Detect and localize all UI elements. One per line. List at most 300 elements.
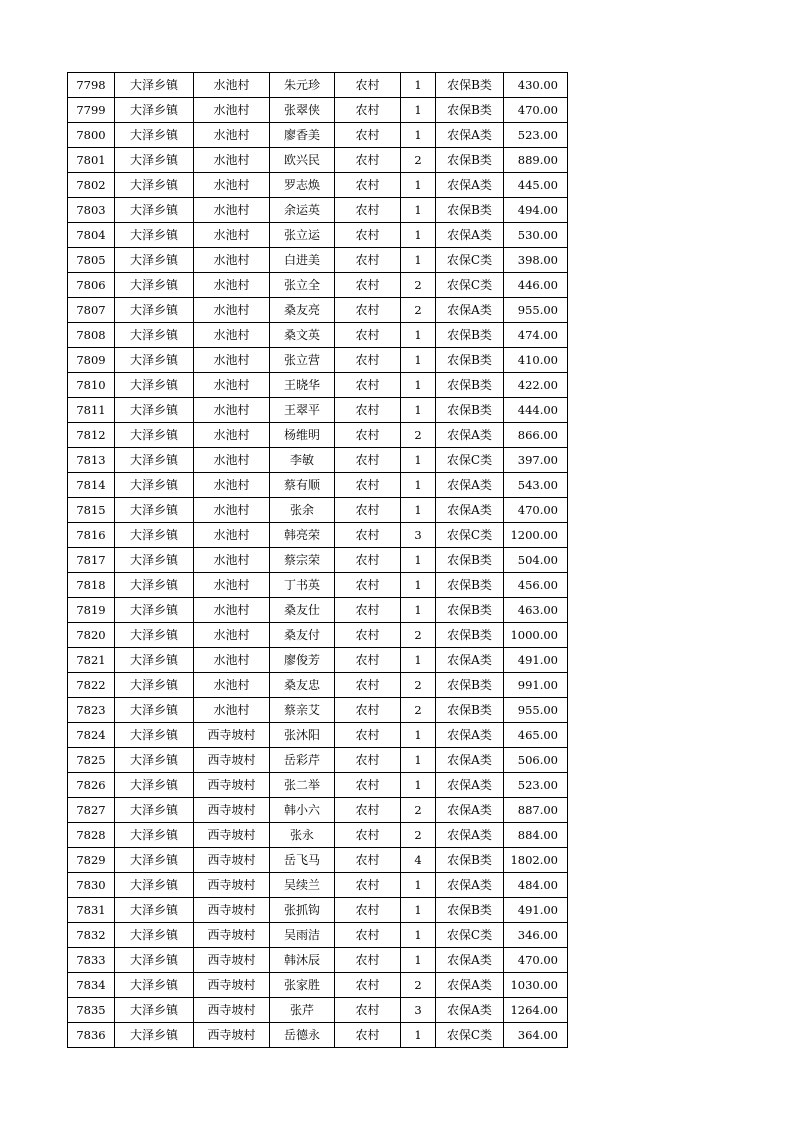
village-cell: 水池村 <box>194 498 270 523</box>
record-id-cell: 7812 <box>68 423 115 448</box>
category-cell: 农保A类 <box>436 223 504 248</box>
people-count-cell: 1 <box>401 398 436 423</box>
people-count-cell: 1 <box>401 773 436 798</box>
amount-cell: 422.00 <box>504 373 568 398</box>
name-cell: 桑友忠 <box>270 673 335 698</box>
category-cell: 农保B类 <box>436 623 504 648</box>
amount-cell: 504.00 <box>504 548 568 573</box>
people-count-cell: 1 <box>401 873 436 898</box>
table-row <box>68 498 568 523</box>
people-count-cell: 1 <box>401 73 436 98</box>
people-count-cell: 2 <box>401 423 436 448</box>
people-count-cell: 2 <box>401 698 436 723</box>
table-row <box>68 848 568 873</box>
amount-cell: 1802.00 <box>504 848 568 873</box>
people-count-cell: 1 <box>401 473 436 498</box>
amount-cell: 470.00 <box>504 948 568 973</box>
town-cell: 大泽乡镇 <box>115 723 194 748</box>
record-id-cell: 7815 <box>68 498 115 523</box>
name-cell: 桑友亮 <box>270 298 335 323</box>
town-cell: 大泽乡镇 <box>115 823 194 848</box>
category-cell: 农保C类 <box>436 448 504 473</box>
household-type-cell: 农村 <box>335 373 401 398</box>
people-count-cell: 1 <box>401 898 436 923</box>
amount-cell: 470.00 <box>504 498 568 523</box>
record-id-cell: 7824 <box>68 723 115 748</box>
town-cell: 大泽乡镇 <box>115 598 194 623</box>
table-row <box>68 1023 568 1048</box>
record-id-cell: 7833 <box>68 948 115 973</box>
table-row <box>68 748 568 773</box>
name-cell: 吴雨洁 <box>270 923 335 948</box>
category-cell: 农保A类 <box>436 423 504 448</box>
name-cell: 吴续兰 <box>270 873 335 898</box>
category-cell: 农保B类 <box>436 373 504 398</box>
village-cell: 水池村 <box>194 648 270 673</box>
town-cell: 大泽乡镇 <box>115 73 194 98</box>
town-cell: 大泽乡镇 <box>115 773 194 798</box>
people-count-cell: 2 <box>401 148 436 173</box>
household-type-cell: 农村 <box>335 423 401 448</box>
village-cell: 水池村 <box>194 548 270 573</box>
village-cell: 西寺坡村 <box>194 848 270 873</box>
table-row <box>68 898 568 923</box>
name-cell: 张芹 <box>270 998 335 1023</box>
name-cell: 张永 <box>270 823 335 848</box>
village-cell: 水池村 <box>194 573 270 598</box>
village-cell: 西寺坡村 <box>194 798 270 823</box>
household-type-cell: 农村 <box>335 648 401 673</box>
town-cell: 大泽乡镇 <box>115 998 194 1023</box>
village-cell: 水池村 <box>194 423 270 448</box>
people-count-cell: 1 <box>401 198 436 223</box>
household-type-cell: 农村 <box>335 548 401 573</box>
table-row <box>68 248 568 273</box>
name-cell: 白进美 <box>270 248 335 273</box>
people-count-cell: 1 <box>401 248 436 273</box>
household-type-cell: 农村 <box>335 798 401 823</box>
record-id-cell: 7834 <box>68 973 115 998</box>
name-cell: 张沐阳 <box>270 723 335 748</box>
name-cell: 蔡宗荣 <box>270 548 335 573</box>
village-cell: 西寺坡村 <box>194 973 270 998</box>
town-cell: 大泽乡镇 <box>115 548 194 573</box>
name-cell: 张立营 <box>270 348 335 373</box>
amount-cell: 866.00 <box>504 423 568 448</box>
people-count-cell: 1 <box>401 723 436 748</box>
people-count-cell: 1 <box>401 1023 436 1048</box>
table-row <box>68 98 568 123</box>
village-cell: 西寺坡村 <box>194 898 270 923</box>
record-id-cell: 7802 <box>68 173 115 198</box>
village-cell: 水池村 <box>194 323 270 348</box>
table-row <box>68 473 568 498</box>
village-cell: 水池村 <box>194 73 270 98</box>
amount-cell: 346.00 <box>504 923 568 948</box>
town-cell: 大泽乡镇 <box>115 523 194 548</box>
people-count-cell: 1 <box>401 323 436 348</box>
amount-cell: 494.00 <box>504 198 568 223</box>
people-count-cell: 1 <box>401 173 436 198</box>
amount-cell: 543.00 <box>504 473 568 498</box>
table-row <box>68 598 568 623</box>
record-id-cell: 7822 <box>68 673 115 698</box>
amount-cell: 1030.00 <box>504 973 568 998</box>
village-cell: 水池村 <box>194 148 270 173</box>
household-type-cell: 农村 <box>335 73 401 98</box>
category-cell: 农保B类 <box>436 598 504 623</box>
village-cell: 西寺坡村 <box>194 773 270 798</box>
people-count-cell: 2 <box>401 798 436 823</box>
record-id-cell: 7810 <box>68 373 115 398</box>
table-row <box>68 548 568 573</box>
table-row <box>68 573 568 598</box>
table-row <box>68 448 568 473</box>
category-cell: 农保A类 <box>436 973 504 998</box>
category-cell: 农保B类 <box>436 898 504 923</box>
table-row <box>68 923 568 948</box>
table-row <box>68 723 568 748</box>
category-cell: 农保A类 <box>436 748 504 773</box>
name-cell: 岳飞马 <box>270 848 335 873</box>
record-id-cell: 7803 <box>68 198 115 223</box>
town-cell: 大泽乡镇 <box>115 498 194 523</box>
town-cell: 大泽乡镇 <box>115 348 194 373</box>
household-type-cell: 农村 <box>335 173 401 198</box>
village-cell: 西寺坡村 <box>194 748 270 773</box>
category-cell: 农保C类 <box>436 1023 504 1048</box>
town-cell: 大泽乡镇 <box>115 1023 194 1048</box>
town-cell: 大泽乡镇 <box>115 248 194 273</box>
village-cell: 西寺坡村 <box>194 873 270 898</box>
name-cell: 韩小六 <box>270 798 335 823</box>
record-id-cell: 7832 <box>68 923 115 948</box>
record-id-cell: 7831 <box>68 898 115 923</box>
village-cell: 西寺坡村 <box>194 723 270 748</box>
amount-cell: 397.00 <box>504 448 568 473</box>
table-row <box>68 73 568 98</box>
record-id-cell: 7829 <box>68 848 115 873</box>
household-type-cell: 农村 <box>335 848 401 873</box>
name-cell: 蔡亲艾 <box>270 698 335 723</box>
name-cell: 韩沐辰 <box>270 948 335 973</box>
people-count-cell: 1 <box>401 373 436 398</box>
category-cell: 农保B类 <box>436 673 504 698</box>
village-cell: 水池村 <box>194 273 270 298</box>
table-row <box>68 948 568 973</box>
name-cell: 张立全 <box>270 273 335 298</box>
record-id-cell: 7820 <box>68 623 115 648</box>
village-cell: 西寺坡村 <box>194 1023 270 1048</box>
category-cell: 农保A类 <box>436 873 504 898</box>
category-cell: 农保C类 <box>436 248 504 273</box>
name-cell: 张抓钩 <box>270 898 335 923</box>
amount-cell: 364.00 <box>504 1023 568 1048</box>
village-cell: 水池村 <box>194 598 270 623</box>
record-id-cell: 7836 <box>68 1023 115 1048</box>
name-cell: 李敏 <box>270 448 335 473</box>
household-type-cell: 农村 <box>335 773 401 798</box>
town-cell: 大泽乡镇 <box>115 623 194 648</box>
category-cell: 农保A类 <box>436 123 504 148</box>
town-cell: 大泽乡镇 <box>115 873 194 898</box>
name-cell: 桑友付 <box>270 623 335 648</box>
household-type-cell: 农村 <box>335 398 401 423</box>
category-cell: 农保A类 <box>436 798 504 823</box>
record-id-cell: 7825 <box>68 748 115 773</box>
record-id-cell: 7805 <box>68 248 115 273</box>
amount-cell: 398.00 <box>504 248 568 273</box>
people-count-cell: 1 <box>401 748 436 773</box>
household-type-cell: 农村 <box>335 323 401 348</box>
amount-cell: 1200.00 <box>504 523 568 548</box>
table-row <box>68 273 568 298</box>
category-cell: 农保A类 <box>436 648 504 673</box>
town-cell: 大泽乡镇 <box>115 698 194 723</box>
amount-cell: 889.00 <box>504 148 568 173</box>
table-row <box>68 773 568 798</box>
household-type-cell: 农村 <box>335 823 401 848</box>
table-row <box>68 398 568 423</box>
people-count-cell: 2 <box>401 273 436 298</box>
household-type-cell: 农村 <box>335 573 401 598</box>
amount-cell: 474.00 <box>504 323 568 348</box>
town-cell: 大泽乡镇 <box>115 298 194 323</box>
record-id-cell: 7816 <box>68 523 115 548</box>
people-count-cell: 1 <box>401 498 436 523</box>
record-id-cell: 7827 <box>68 798 115 823</box>
record-id-cell: 7819 <box>68 598 115 623</box>
household-type-cell: 农村 <box>335 723 401 748</box>
category-cell: 农保B类 <box>436 148 504 173</box>
town-cell: 大泽乡镇 <box>115 923 194 948</box>
name-cell: 蔡有顺 <box>270 473 335 498</box>
village-cell: 水池村 <box>194 348 270 373</box>
village-cell: 水池村 <box>194 223 270 248</box>
amount-cell: 523.00 <box>504 123 568 148</box>
record-id-cell: 7806 <box>68 273 115 298</box>
table-row <box>68 123 568 148</box>
people-count-cell: 2 <box>401 673 436 698</box>
table-row <box>68 323 568 348</box>
table-row <box>68 373 568 398</box>
table-row <box>68 148 568 173</box>
village-cell: 水池村 <box>194 398 270 423</box>
name-cell: 欧兴民 <box>270 148 335 173</box>
table-row <box>68 298 568 323</box>
record-id-cell: 7804 <box>68 223 115 248</box>
village-cell: 水池村 <box>194 298 270 323</box>
household-type-cell: 农村 <box>335 673 401 698</box>
name-cell: 罗志焕 <box>270 173 335 198</box>
name-cell: 张家胜 <box>270 973 335 998</box>
record-id-cell: 7823 <box>68 698 115 723</box>
household-type-cell: 农村 <box>335 448 401 473</box>
table-row <box>68 523 568 548</box>
people-count-cell: 1 <box>401 923 436 948</box>
record-id-cell: 7808 <box>68 323 115 348</box>
name-cell: 岳彩芹 <box>270 748 335 773</box>
category-cell: 农保C类 <box>436 523 504 548</box>
household-type-cell: 农村 <box>335 148 401 173</box>
people-count-cell: 2 <box>401 823 436 848</box>
name-cell: 韩亮荣 <box>270 523 335 548</box>
town-cell: 大泽乡镇 <box>115 223 194 248</box>
town-cell: 大泽乡镇 <box>115 123 194 148</box>
village-cell: 西寺坡村 <box>194 948 270 973</box>
village-cell: 西寺坡村 <box>194 823 270 848</box>
record-id-cell: 7809 <box>68 348 115 373</box>
household-type-cell: 农村 <box>335 198 401 223</box>
village-cell: 水池村 <box>194 173 270 198</box>
amount-cell: 1264.00 <box>504 998 568 1023</box>
category-cell: 农保A类 <box>436 298 504 323</box>
village-cell: 西寺坡村 <box>194 998 270 1023</box>
household-type-cell: 农村 <box>335 698 401 723</box>
village-cell: 水池村 <box>194 198 270 223</box>
village-cell: 西寺坡村 <box>194 923 270 948</box>
town-cell: 大泽乡镇 <box>115 273 194 298</box>
category-cell: 农保A类 <box>436 473 504 498</box>
people-count-cell: 1 <box>401 348 436 373</box>
village-cell: 水池村 <box>194 123 270 148</box>
category-cell: 农保A类 <box>436 998 504 1023</box>
data-table <box>67 72 568 1048</box>
village-cell: 水池村 <box>194 623 270 648</box>
category-cell: 农保C类 <box>436 923 504 948</box>
household-type-cell: 农村 <box>335 873 401 898</box>
household-type-cell: 农村 <box>335 123 401 148</box>
category-cell: 农保C类 <box>436 273 504 298</box>
amount-cell: 955.00 <box>504 298 568 323</box>
record-id-cell: 7801 <box>68 148 115 173</box>
people-count-cell: 1 <box>401 573 436 598</box>
village-cell: 水池村 <box>194 698 270 723</box>
household-type-cell: 农村 <box>335 973 401 998</box>
table-row <box>68 648 568 673</box>
household-type-cell: 农村 <box>335 898 401 923</box>
household-type-cell: 农村 <box>335 223 401 248</box>
amount-cell: 463.00 <box>504 598 568 623</box>
record-id-cell: 7830 <box>68 873 115 898</box>
table-row <box>68 998 568 1023</box>
household-type-cell: 农村 <box>335 248 401 273</box>
category-cell: 农保B类 <box>436 698 504 723</box>
people-count-cell: 3 <box>401 998 436 1023</box>
table-row <box>68 798 568 823</box>
household-type-cell: 农村 <box>335 98 401 123</box>
people-count-cell: 1 <box>401 598 436 623</box>
table-row <box>68 698 568 723</box>
record-id-cell: 7811 <box>68 398 115 423</box>
name-cell: 余运英 <box>270 198 335 223</box>
village-cell: 水池村 <box>194 673 270 698</box>
table-row <box>68 823 568 848</box>
table-row <box>68 198 568 223</box>
table-row <box>68 873 568 898</box>
amount-cell: 410.00 <box>504 348 568 373</box>
category-cell: 农保B类 <box>436 348 504 373</box>
table-row <box>68 973 568 998</box>
town-cell: 大泽乡镇 <box>115 98 194 123</box>
household-type-cell: 农村 <box>335 523 401 548</box>
amount-cell: 484.00 <box>504 873 568 898</box>
people-count-cell: 1 <box>401 448 436 473</box>
category-cell: 农保A类 <box>436 498 504 523</box>
town-cell: 大泽乡镇 <box>115 948 194 973</box>
table-row <box>68 223 568 248</box>
village-cell: 水池村 <box>194 248 270 273</box>
name-cell: 张立运 <box>270 223 335 248</box>
town-cell: 大泽乡镇 <box>115 573 194 598</box>
amount-cell: 523.00 <box>504 773 568 798</box>
town-cell: 大泽乡镇 <box>115 748 194 773</box>
amount-cell: 991.00 <box>504 673 568 698</box>
name-cell: 张翠侠 <box>270 98 335 123</box>
town-cell: 大泽乡镇 <box>115 423 194 448</box>
town-cell: 大泽乡镇 <box>115 448 194 473</box>
name-cell: 丁书英 <box>270 573 335 598</box>
record-id-cell: 7800 <box>68 123 115 148</box>
name-cell: 王翠平 <box>270 398 335 423</box>
category-cell: 农保B类 <box>436 573 504 598</box>
category-cell: 农保A类 <box>436 948 504 973</box>
category-cell: 农保B类 <box>436 198 504 223</box>
town-cell: 大泽乡镇 <box>115 673 194 698</box>
category-cell: 农保A类 <box>436 773 504 798</box>
record-id-cell: 7807 <box>68 298 115 323</box>
category-cell: 农保B类 <box>436 848 504 873</box>
town-cell: 大泽乡镇 <box>115 648 194 673</box>
name-cell: 桑文英 <box>270 323 335 348</box>
household-type-cell: 农村 <box>335 273 401 298</box>
people-count-cell: 1 <box>401 98 436 123</box>
amount-cell: 491.00 <box>504 898 568 923</box>
record-id-cell: 7814 <box>68 473 115 498</box>
amount-cell: 456.00 <box>504 573 568 598</box>
category-cell: 农保B类 <box>436 98 504 123</box>
household-type-cell: 农村 <box>335 598 401 623</box>
household-type-cell: 农村 <box>335 623 401 648</box>
name-cell: 廖俊芳 <box>270 648 335 673</box>
table-row <box>68 623 568 648</box>
village-cell: 水池村 <box>194 98 270 123</box>
town-cell: 大泽乡镇 <box>115 473 194 498</box>
name-cell: 朱元珍 <box>270 73 335 98</box>
category-cell: 农保A类 <box>436 173 504 198</box>
amount-cell: 465.00 <box>504 723 568 748</box>
village-cell: 水池村 <box>194 523 270 548</box>
people-count-cell: 2 <box>401 973 436 998</box>
town-cell: 大泽乡镇 <box>115 898 194 923</box>
household-type-cell: 农村 <box>335 998 401 1023</box>
people-count-cell: 1 <box>401 648 436 673</box>
household-type-cell: 农村 <box>335 948 401 973</box>
village-cell: 水池村 <box>194 448 270 473</box>
category-cell: 农保A类 <box>436 723 504 748</box>
amount-cell: 884.00 <box>504 823 568 848</box>
household-type-cell: 农村 <box>335 1023 401 1048</box>
table-row <box>68 673 568 698</box>
town-cell: 大泽乡镇 <box>115 173 194 198</box>
town-cell: 大泽乡镇 <box>115 848 194 873</box>
town-cell: 大泽乡镇 <box>115 398 194 423</box>
table-row <box>68 348 568 373</box>
town-cell: 大泽乡镇 <box>115 323 194 348</box>
village-cell: 水池村 <box>194 473 270 498</box>
people-count-cell: 4 <box>401 848 436 873</box>
town-cell: 大泽乡镇 <box>115 373 194 398</box>
